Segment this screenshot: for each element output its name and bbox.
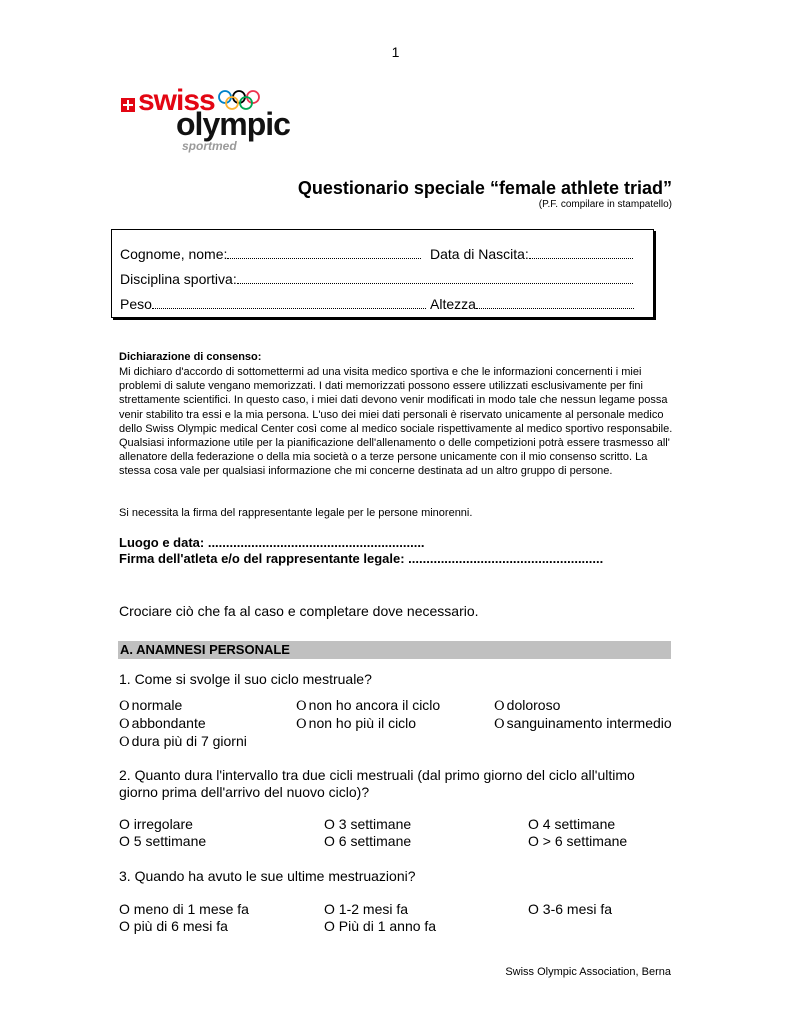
option-3-6-months[interactable]: O 3-6 mesi fa [528,901,613,917]
name-label: Cognome, nome: [120,246,228,262]
document-subtitle: (P.F. compilare in stampatello) [538,199,672,210]
weight-label: Peso [120,296,152,312]
option-painful[interactable] [494,697,560,714]
radio-circle-icon[interactable]: O [296,717,307,732]
radio-circle-icon[interactable]: O [119,735,130,750]
instructions-text: Crociare ciò che fa al caso e completare dove necessario. [119,603,479,619]
radio-circle-icon[interactable]: O [119,699,130,714]
option-intermediate-bleeding[interactable] [494,715,672,732]
option-no-cycle-yet[interactable] [296,697,440,714]
birth-date-label: Data di Nascita: [430,246,529,262]
birth-date-input-line[interactable] [529,244,633,259]
option-less-than-1-month[interactable]: O meno di 1 mese fa [119,901,249,917]
option-normal[interactable] [119,697,182,714]
name-input-line[interactable] [227,244,421,259]
section-a-header: A. ANAMNESI PERSONALE [118,641,671,659]
option-label: normale [131,697,183,713]
question-2-line-1: 2. Quanto dura l'intervallo tra due cicli mestruali (dal primo giorno del ciclo all'ultimo [119,767,635,783]
discipline-label: Disciplina sportiva: [120,271,237,287]
option-no-more-cycle[interactable] [296,715,416,732]
radio-circle-icon[interactable]: O [494,717,505,732]
height-field[interactable] [430,294,634,312]
radio-circle-icon[interactable]: O [296,699,307,714]
option-more-than-6-months[interactable]: O più di 6 mesi fa [119,918,228,934]
option-label: dura più di 7 giorni [131,733,247,749]
discipline-field[interactable] [120,269,633,287]
name-field[interactable] [120,244,421,262]
place-date-line[interactable]: Luogo e data: ............................................................ [119,535,425,550]
page-number: 1 [391,44,400,60]
option-more-than-6-weeks[interactable]: O > 6 settimane [528,833,628,849]
option-label: abbondante [131,715,206,731]
document-title: Questionario speciale “female athlete triad” [297,178,672,198]
option-6-weeks[interactable]: O 6 settimane [324,833,412,849]
option-abundant[interactable] [119,715,206,732]
height-input-line[interactable] [476,294,634,309]
option-more-than-7-days[interactable] [119,733,247,750]
option-1-2-months[interactable]: O 1-2 mesi fa [324,901,409,917]
option-3-weeks[interactable]: O 3 settimane [324,816,412,832]
option-irregular[interactable]: O irregolare [119,816,193,832]
option-label: sanguinamento intermedio [506,715,672,731]
option-label: non ho più il ciclo [308,715,417,731]
weight-input-line[interactable] [152,294,426,309]
swiss-olympic-logo [118,84,288,156]
consent-title: Dichiarazione di consenso: [119,351,262,363]
radio-circle-icon[interactable]: O [119,717,130,732]
option-label: doloroso [506,697,561,713]
question-2-line-2: giorno prima dell'arrivo del nuovo ciclo)? [119,784,370,800]
birth-date-field[interactable] [430,244,633,262]
question-3: 3. Quando ha avuto le sue ultime mestruazioni? [119,868,416,884]
option-4-weeks[interactable]: O 4 settimane [528,816,616,832]
logo-swiss-text: swiss [138,84,215,117]
swiss-cross-icon [121,98,135,112]
minor-signature-note: Si necessita la firma del rappresentante legale per le persone minorenni. [119,507,473,519]
option-5-weeks[interactable]: O 5 settimane [119,833,207,849]
consent-text: Mi dichiaro d'accordo di sottomettermi ad una visita medico sportiva e che le informazioni concernenti i miei problemi di salute vengano memorizzati. I dati memorizzati possono essere utilizzati esclusivamente per fini strettamente scientifici. In questo caso, i miei dati devono venir modificati in modo tale che nessun legame possa venir stabilito tra essi e la mia persona. L'uso dei miei dati personali è riservato unicamente al personale medico dello Swiss Olympic medical Center così come al medico sociale rispettivamente al medico sportivo responsabile. Qualsiasi informazione utile per la pianificazione dell'allenamento o delle competizioni potrà essere trasmesso all' allenatore della federazione o della mia società o a terze persone unicamente con il mio consenso scritto. La stessa cosa vale per qualsiasi informazione che mi concerne destinata ad un altro gruppo di persone. [119,366,673,478]
signature-line[interactable]: Firma dell'atleta e/o del rappresentante legale: ...................................................... [119,551,604,566]
height-label: Altezza [430,296,476,312]
option-more-than-1-year[interactable]: O Più di 1 anno fa [324,918,437,934]
weight-field[interactable] [120,294,426,312]
logo-sportmed-text: sportmed [182,139,237,153]
footer-text: Swiss Olympic Association, Berna [505,966,671,978]
question-1: 1. Come si svolge il suo ciclo mestruale? [119,671,372,687]
option-label: non ho ancora il ciclo [308,697,441,713]
radio-circle-icon[interactable]: O [494,699,505,714]
logo-olympic-text: olympic [176,106,290,142]
personal-data-box [111,229,654,318]
discipline-input-line[interactable] [237,269,633,284]
